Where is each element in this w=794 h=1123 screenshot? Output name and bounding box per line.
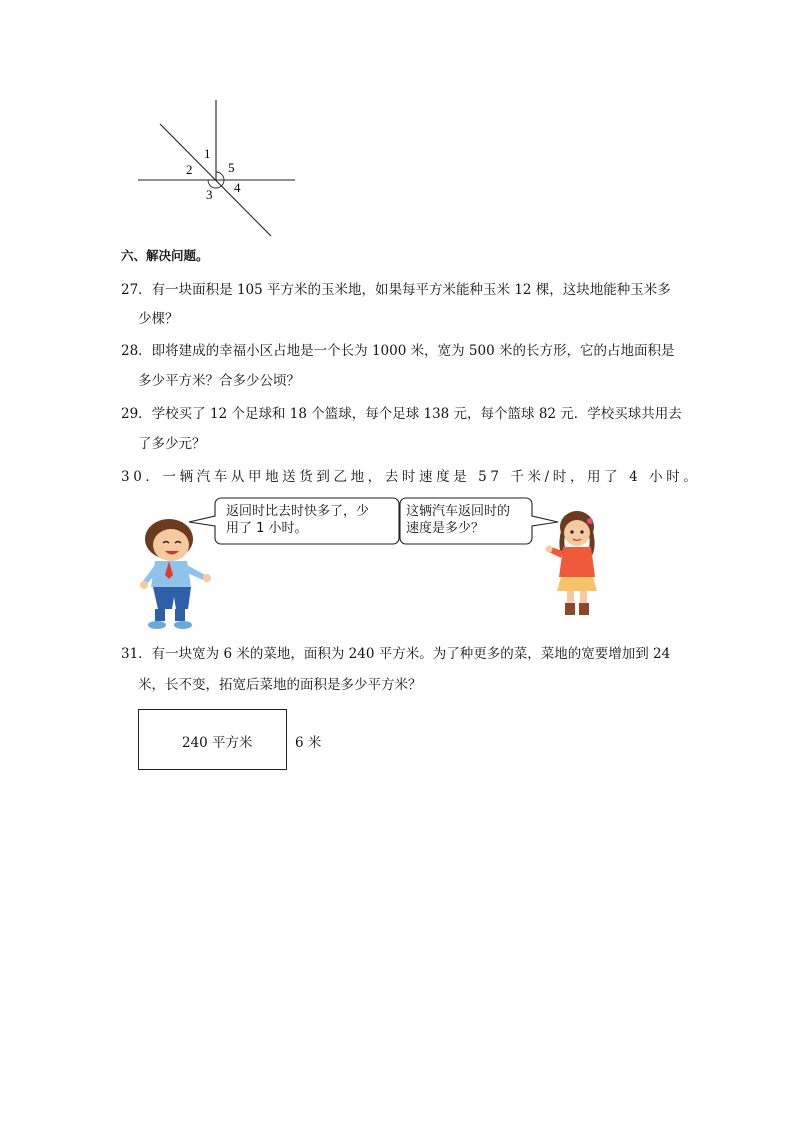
question-27-line1: 27．有一块面积是 105 平方米的玉米地，如果每平方米能种玉米 12 棵，这块地能种玉米多 [121,282,671,298]
angle-label-3: 3 [206,187,213,202]
question-28-line2: 多少平方米？合多少公顷？ [138,373,300,389]
angle-label-4: 4 [234,180,241,195]
angle-label-5: 5 [228,160,235,175]
rectangle-area-label: 240 平方米 [182,735,253,751]
question-29-line2: 了多少元？ [138,436,206,452]
rectangle-side-label: 6 米 [295,735,322,751]
question-30: 30．一辆汽车从甲地送货到乙地，去时速度是 57 千米/时，用了 4 小时。 [121,469,701,485]
question-31-line1: 31．有一块宽为 6 米的菜地，面积为 240 平方米。为了种更多的菜，菜地的宽要增加到 24 [121,646,671,662]
question-27-line2: 少棵？ [138,311,179,327]
intersecting-lines-figure [130,95,305,240]
question-29-line1: 29．学校买了 12 个足球和 18 个篮球，每个足球 138 元，每个篮球 82 元．学校买球共用去 [121,406,682,422]
section-title: 六、解决问题。 [121,248,209,263]
angle-label-1: 1 [204,146,211,161]
girl-illustration [543,509,608,621]
question-31-line2: 米，长不变，拓宽后菜地的面积是多少平方米？ [138,677,422,693]
girl-bubble-line1: 这辆汽车返回时的 [406,504,511,519]
boy-bubble-line2: 用了 1 小时。 [226,521,308,536]
boy-bubble-line1: 返回时比去时快多了，少 [226,504,370,519]
angle-label-2: 2 [186,162,193,177]
girl-bubble-line2: 速度是多少？ [406,521,485,536]
question-28-line1: 28．即将建成的幸福小区占地是一个长为 1000 米，宽为 500 米的长方形，它的占地面积是 [121,343,675,359]
